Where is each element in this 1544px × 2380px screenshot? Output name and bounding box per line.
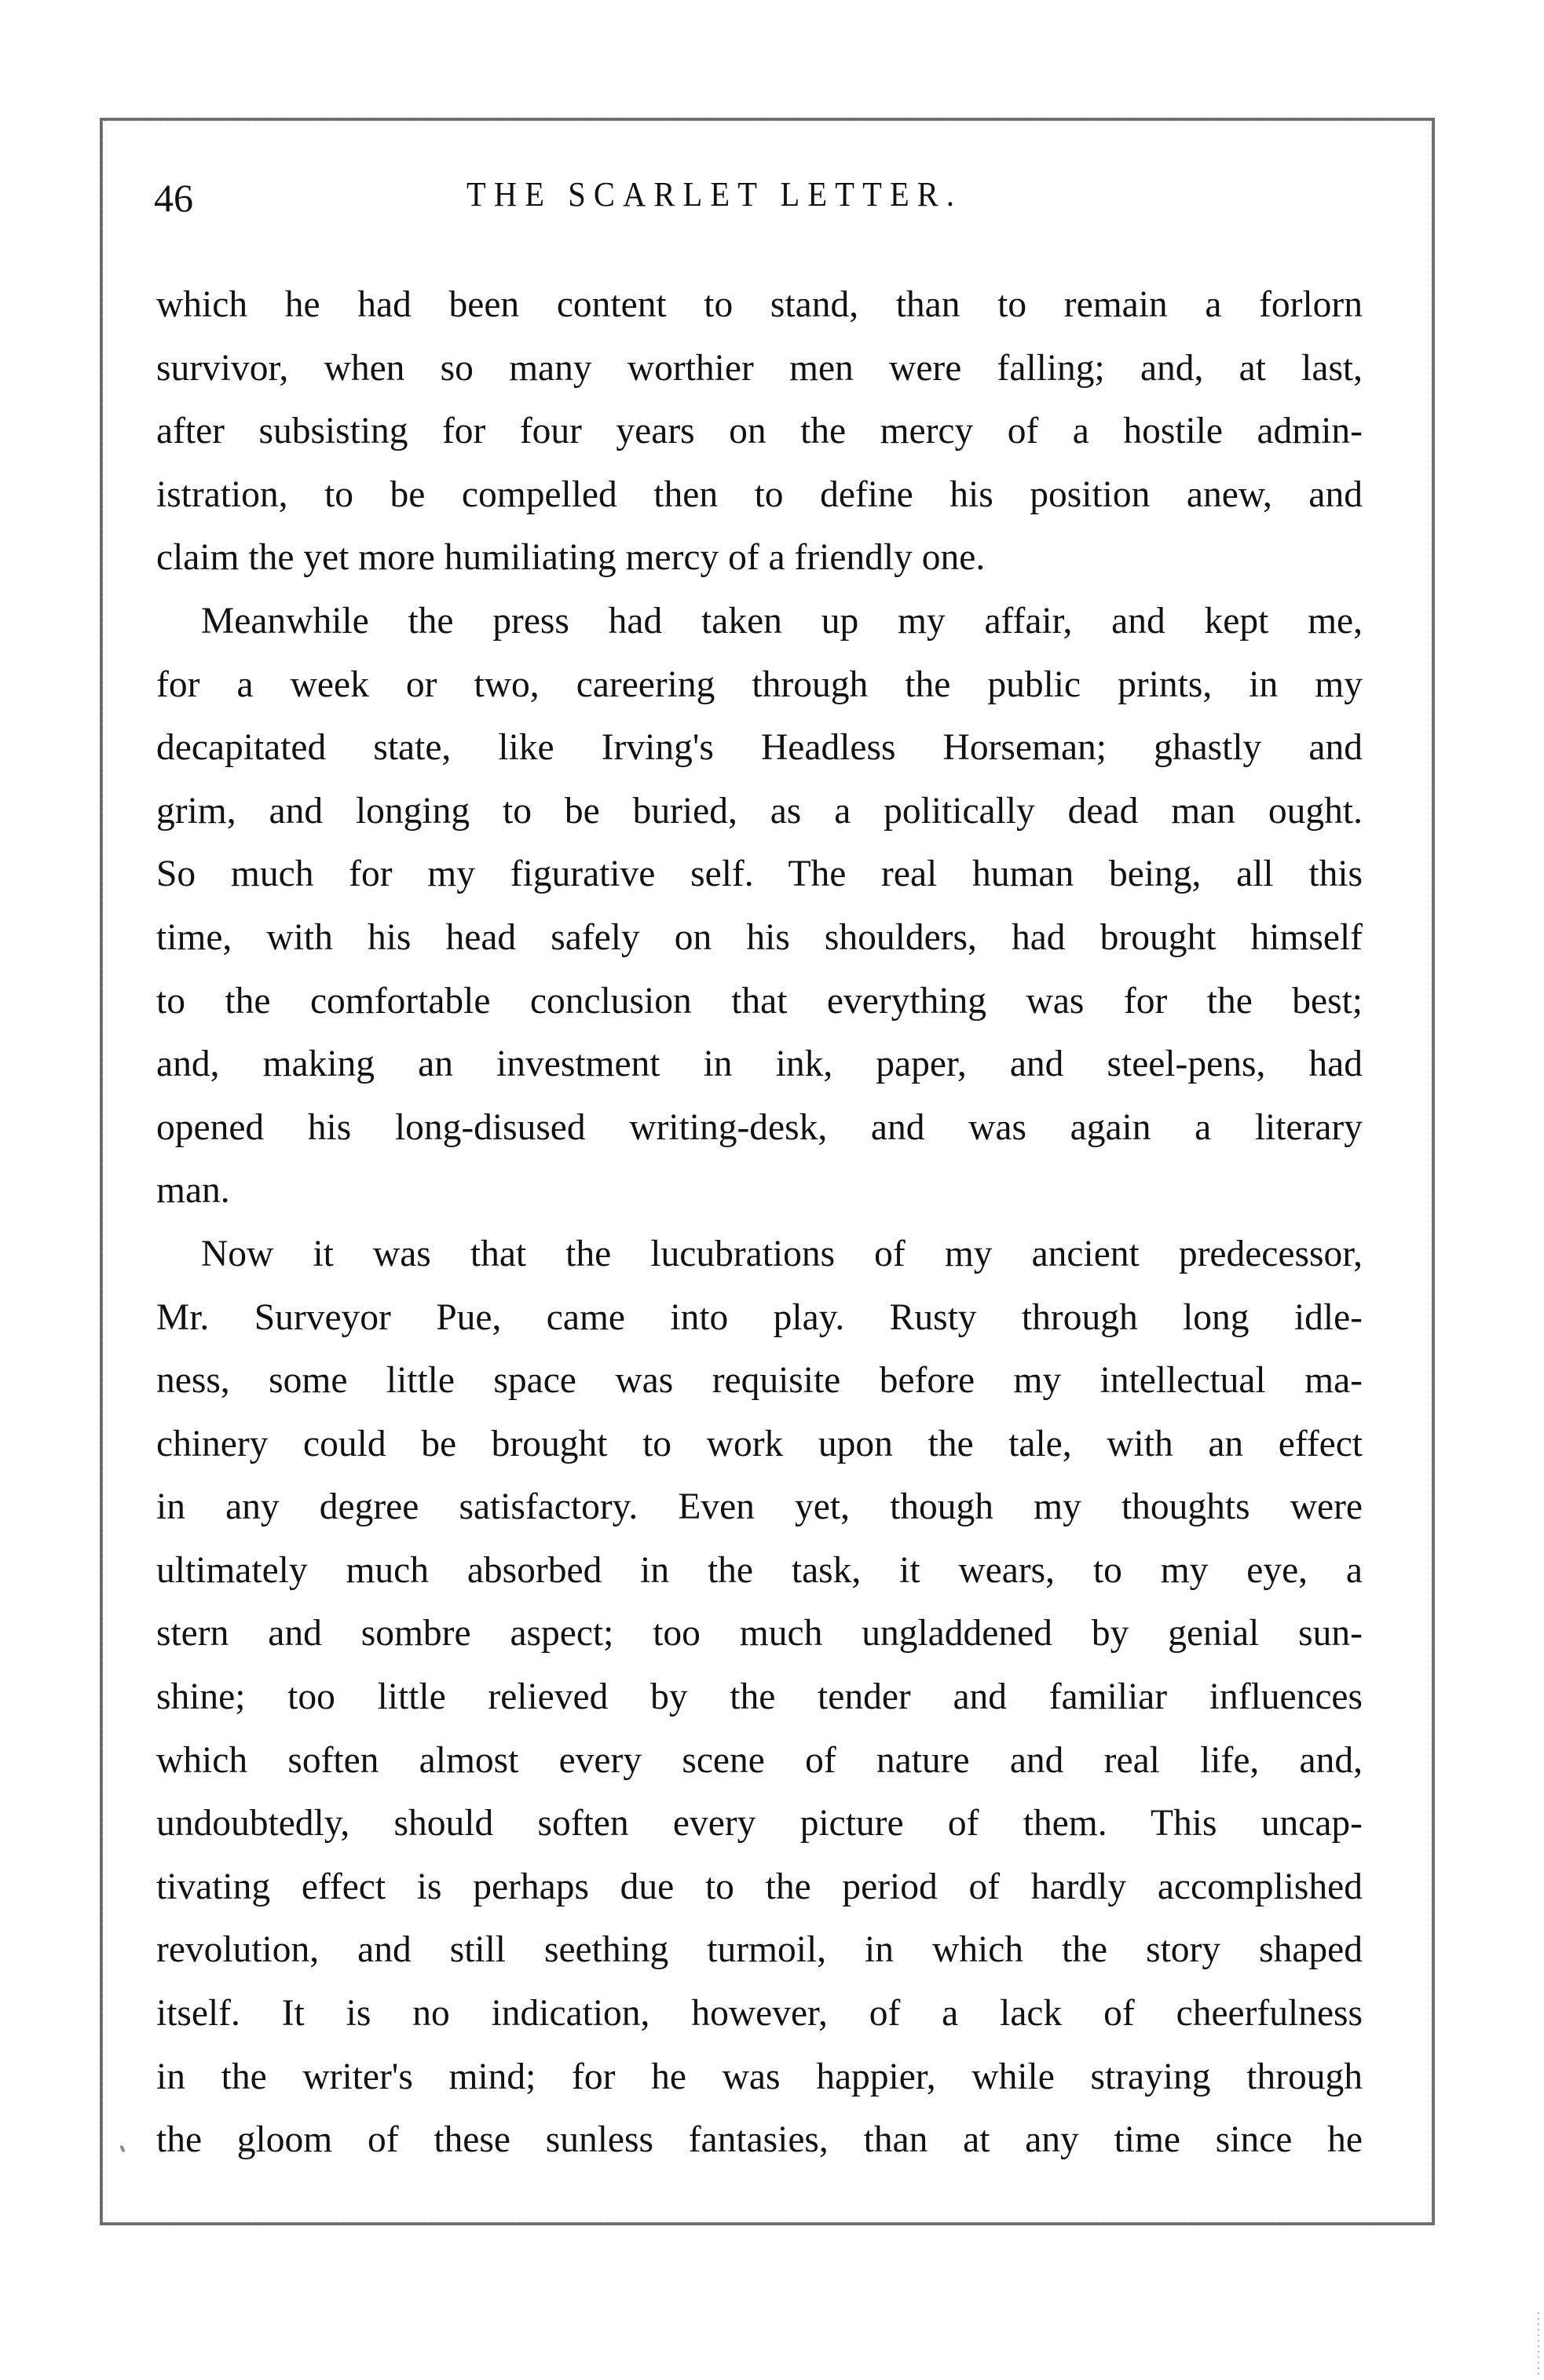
text-line: for a week or two, careering through the public prints, in my: [156, 664, 1363, 705]
text-line: decapitated state, like Irving's Headless Horseman; ghastly and: [156, 727, 1363, 769]
text-line: ultimately much absorbed in the task, it wears, to my eye, a: [156, 1549, 1363, 1591]
text-line: ness, some little space was requisite before my intellectual ma-: [156, 1360, 1363, 1402]
text-line: Now it was that the lucubrations of my ancient predecessor,: [201, 1233, 1363, 1274]
text-line: revolution, and still seething turmoil, in which the story shaped: [156, 1929, 1363, 1971]
text-line: after subsisting for four years on the mercy of a hostile admin-: [156, 411, 1363, 452]
text-line: time, with his head safely on his shoulders, had brought himself: [156, 916, 1363, 958]
scan-edge-artifact: [1538, 2312, 1539, 2375]
text-line: survivor, when so many worthier men were falling; and, at last,: [156, 347, 1363, 389]
text-line: grim, and longing to be buried, as a politically dead man ought.: [156, 790, 1363, 832]
text-line: tivating effect is perhaps due to the period of hardly accomplished: [156, 1866, 1363, 1907]
text-line: undoubtedly, should soften every picture of them. This uncap-: [156, 1803, 1363, 1844]
text-line: which he had been content to stand, than to remain a forlorn: [156, 284, 1363, 325]
text-line: istration, to be compelled then to define his position anew, and: [156, 473, 1363, 515]
text-line: in any degree satisfactory. Even yet, though my thoughts were: [156, 1486, 1363, 1528]
text-line: to the comfortable conclusion that everything was for the best;: [156, 980, 1363, 1022]
text-line: claim the yet more humiliating mercy of a friendly one.: [156, 537, 986, 579]
text-line: which soften almost every scene of nature and real life, and,: [156, 1739, 1363, 1781]
text-line: chinery could be brought to work upon the tale, with an effect: [156, 1423, 1363, 1464]
text-line: So much for my figurative self. The real human being, all this: [156, 854, 1363, 895]
text-line: opened his long-disused writing-desk, and was again a literary: [156, 1106, 1363, 1148]
page-number: 46: [154, 176, 193, 220]
text-line: and, making an investment in ink, paper, and steel-pens, had: [156, 1044, 1363, 1085]
text-line: in the writer's mind; for he was happier, while straying through: [156, 2056, 1363, 2097]
text-line: Meanwhile the press had taken up my affair, and kept me,: [201, 600, 1363, 642]
text-line: stern and sombre aspect; too much ungladdened by genial sun-: [156, 1613, 1363, 1654]
body-text: [156, 273, 1363, 2172]
text-line: itself. It is no indication, however, of a lack of cheerfulness: [156, 1993, 1363, 2035]
running-title: THE SCARLET LETTER.: [466, 175, 963, 214]
paragraph-3: [156, 1223, 1363, 2172]
paragraph-2: [156, 590, 1363, 1223]
text-line: Mr. Surveyor Pue, came into play. Rusty through long idle-: [156, 1296, 1363, 1338]
text-line: shine; too little relieved by the tender and familiar influences: [156, 1676, 1363, 1718]
text-line: man.: [156, 1170, 230, 1212]
text-line: the gloom of these sunless fantasies, than at any time since he: [156, 2119, 1363, 2161]
paragraph-1: [156, 273, 1363, 590]
